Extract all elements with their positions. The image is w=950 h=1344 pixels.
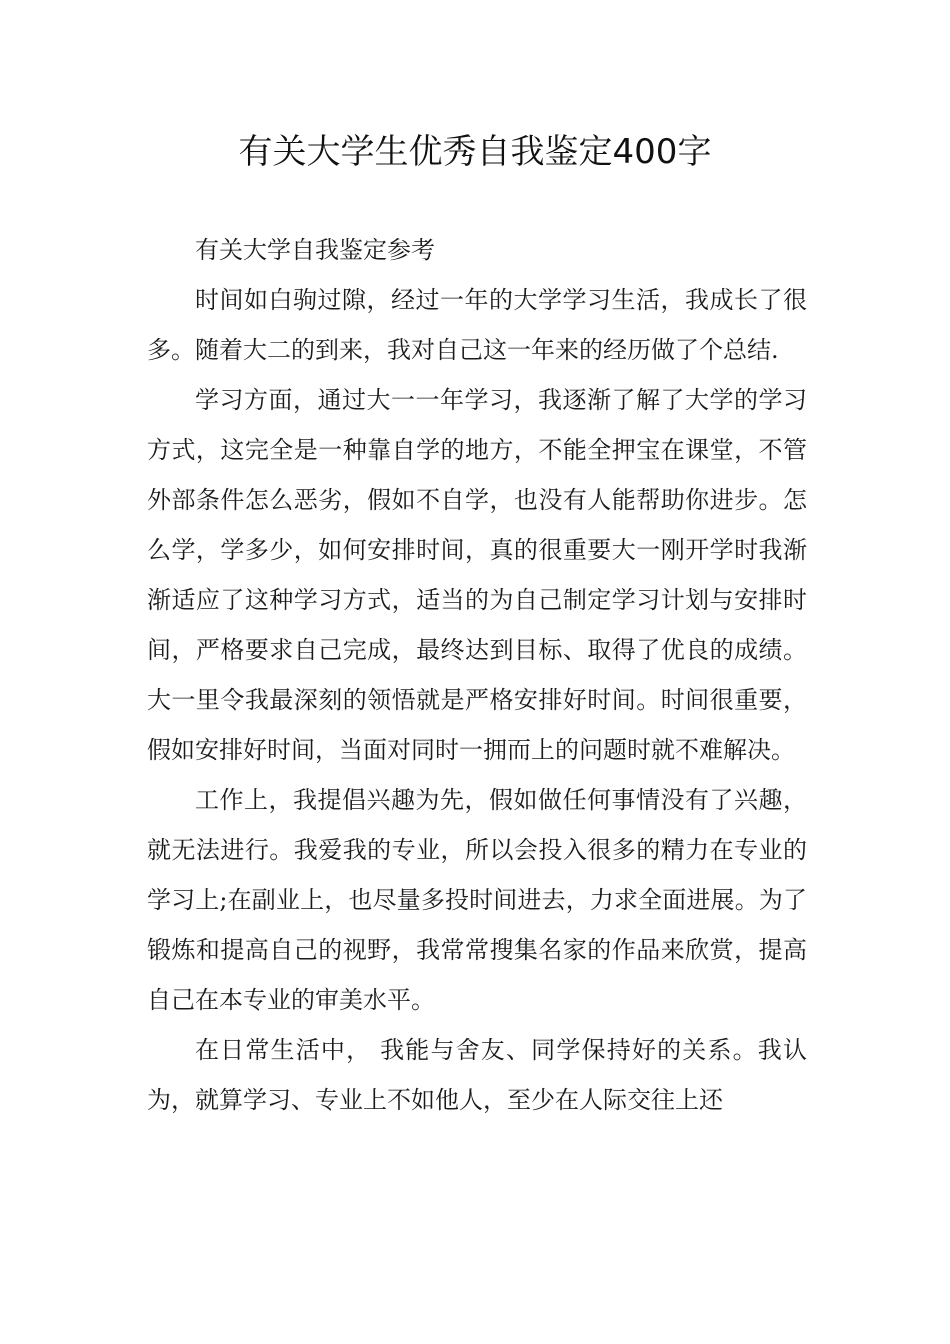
document-title: 有关大学生优秀自我鉴定400字: [238, 132, 712, 172]
paragraph-work: 工作上，我提倡兴趣为先，假如做任何事情没有了兴趣，就无法进行。我爱我的专业，所以会投入很多的精力在专业的学习上;在副业上，也尽量多投时间进去，力求全面进展。为了锻炼和提高自己的视野，我常常搜集名家的作品来欣赏，提高自己在本专业的审美水平。: [147, 786, 807, 1014]
paragraph-heading: 有关大学自我鉴定参考: [195, 236, 435, 264]
paragraph-study: 学习方面，通过大一一年学习，我逐渐了解了大学的学习方式，这完全是一种靠自学的地方，不能全押宝在课堂，不管外部条件怎么恶劣，假如不自学，也没有人能帮助你进步。怎么学，学多少，如何安排时间，真的很重要大一刚开学时我渐渐适应了这种学习方式，适当的为自己制定学习计划与安排时间，严格要求自己完成，最终达到目标、取得了优良的成绩。大一里令我最深刻的领悟就是严格安排好时间。时间很重要，假如安排好时间，当面对同时一拥而上的问题时就不难解决。: [147, 386, 807, 764]
paragraph-daily-life: 在日常生活中， 我能与舍友、同学保持好的关系。我认为，就算学习、专业上不如他人，至少在人际交往上还: [147, 1036, 807, 1114]
document-body: [147, 225, 807, 1125]
paragraph-intro: 时间如白驹过隙，经过一年的大学学习生活，我成长了很多。随着大二的到来，我对自己这一年来的经历做了个总结.: [147, 286, 807, 364]
